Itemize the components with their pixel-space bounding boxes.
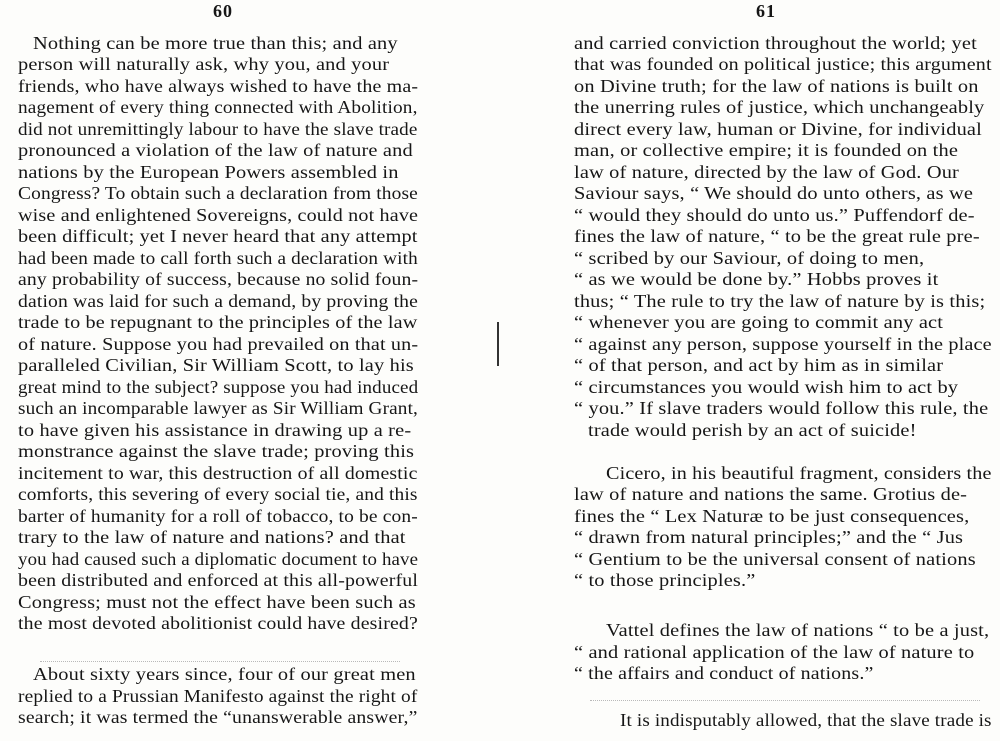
text-line: fines the law of nature, “ to be the great rule pre- — [574, 226, 980, 246]
text-line: It is indisputably allowed, that the slave trade is — [620, 710, 992, 730]
text-line: been difficult; yet I never heard that any attempt — [18, 226, 418, 246]
text-line: About sixty years since, four of our great men — [33, 664, 416, 684]
text-line: law of nature, directed by the law of God. Our — [574, 162, 960, 182]
text-line: man, or collective empire; it is founded on the — [574, 140, 959, 160]
text-line: “ the affairs and conduct of nations.” — [574, 663, 874, 683]
text-line: Cicero, in his beautiful fragment, considers the — [606, 463, 992, 483]
text-line: on Divine truth; for the law of nations is built on — [574, 76, 979, 96]
text-line: incitement to war, this destruction of all domestic — [18, 463, 418, 483]
text-line: “ would they should do unto us.” Puffendorf de- — [574, 205, 975, 225]
text-line: trary to the law of nature and nations? and that — [18, 527, 406, 547]
faint-rule — [590, 700, 980, 702]
text-line: “ as we would be done by.” Hobbs proves it — [574, 269, 939, 289]
text-line: nagement of every thing connected with Abolition, — [18, 97, 418, 117]
left-page — [0, 0, 430, 741]
text-line: law of nature and nations the same. Grotius de- — [574, 484, 968, 504]
text-line: person will naturally ask, why you, and your — [18, 54, 390, 74]
text-line: “ drawn from natural principles;” and the “ Jus — [574, 527, 964, 547]
text-line: Saviour says, “ We should do unto others, as we — [574, 183, 974, 203]
text-line: comforts, this severing of every social tie, and this — [18, 484, 418, 504]
text-line: barter of humanity for a roll of tobacco, to be con- — [18, 506, 418, 526]
text-line: “ whenever you are going to commit any act — [574, 312, 944, 332]
page-number-right: 61 — [756, 1, 776, 21]
text-line: direct every law, human or Divine, for individual — [574, 119, 982, 139]
text-line: any probability of success, because no solid foun- — [18, 269, 419, 289]
text-line: replied to a Prussian Manifesto against the right of — [18, 686, 418, 706]
text-line: “ circumstances you would wish him to act by — [574, 377, 959, 397]
gutter-mark — [497, 322, 499, 366]
text-line: Vattel defines the law of nations “ to be a just, — [606, 620, 990, 640]
right-page — [560, 0, 1000, 741]
text-line: Congress? To obtain such a declaration from those — [18, 183, 418, 203]
text-line: of nature. Suppose you had prevailed on that un- — [18, 334, 419, 354]
text-line: trade to be repugnant to the principles of the law — [18, 312, 418, 332]
text-line: dation was laid for such a demand, by proving the — [18, 291, 419, 311]
text-line: that was founded on political justice; this argument — [574, 54, 992, 74]
text-line: “ against any person, suppose yourself in the place — [574, 334, 992, 354]
text-line: paralleled Civilian, Sir William Scott, to lay his — [18, 355, 414, 375]
text-line: you had caused such a diplomatic document to have — [18, 549, 419, 569]
text-line: pronounced a violation of the law of nature and — [18, 140, 413, 160]
text-line: fines the “ Lex Naturæ to be just consequences, — [574, 506, 970, 526]
text-line: Congress; must not the effect have been such as — [18, 592, 416, 612]
text-line: “ scribed by our Saviour, of doing to men, — [574, 248, 925, 268]
text-line: monstrance against the slave trade; proving this — [18, 441, 415, 461]
faint-rule — [40, 661, 400, 663]
text-line: “ Gentium to be the universal consent of nations — [574, 549, 976, 569]
text-line: such an incomparable lawyer as Sir William Grant, — [18, 398, 419, 418]
text-line: “ of that person, and act by him as in similar — [574, 355, 944, 375]
text-line: and carried conviction throughout the world; yet — [574, 33, 977, 53]
text-line: to have given his assistance in drawing up a re- — [18, 420, 412, 440]
text-line: great mind to the subject? suppose you had induced — [18, 377, 419, 397]
text-line: did not unremittingly labour to have the slave trade — [18, 119, 418, 139]
text-line: Nothing can be more true than this; and any — [33, 33, 398, 53]
text-line: “ to those principles.” — [574, 570, 756, 590]
text-line: the most devoted abolitionist could have desired? — [18, 613, 418, 633]
text-line: the unerring rules of justice, which unchangeably — [574, 97, 985, 117]
text-line: had been made to call forth such a declaration with — [18, 248, 418, 268]
text-line: search; it was termed the “unanswerable answer,” — [18, 707, 418, 727]
text-line: nations by the European Powers assembled in — [18, 162, 399, 182]
text-line: friends, who have always wished to have the ma- — [18, 76, 419, 96]
text-line: been distributed and enforced at this all-powerful — [18, 570, 419, 590]
text-line: “ you.” If slave traders would follow this rule, the — [574, 398, 989, 418]
text-line: wise and enlightened Sovereigns, could not have — [18, 205, 419, 225]
text-line: “ and rational application of the law of nature to — [574, 642, 975, 662]
text-line: thus; “ The rule to try the law of nature by is this; — [574, 291, 986, 311]
page-number-left: 60 — [213, 1, 233, 21]
text-line: trade would perish by an act of suicide! — [588, 420, 917, 440]
